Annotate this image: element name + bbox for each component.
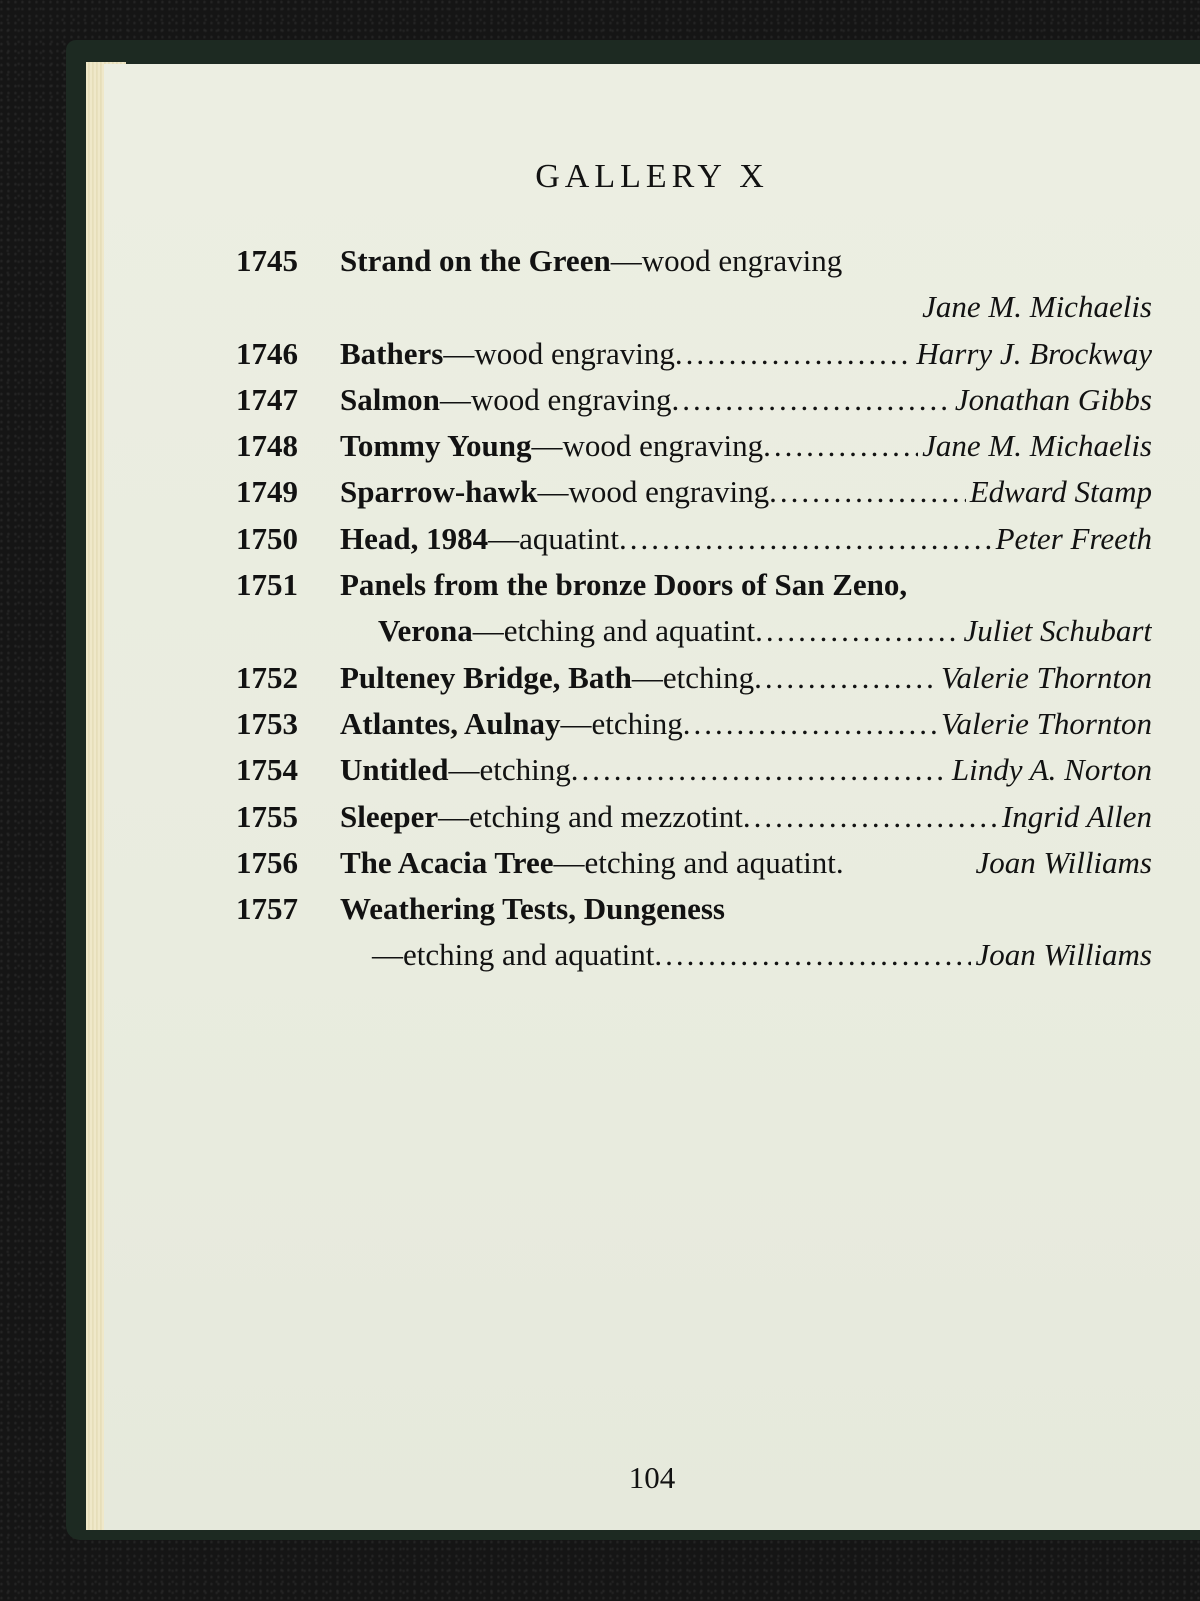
- entry-1748: [236, 423, 1152, 469]
- entry-artist: Valerie Thornton: [941, 659, 1152, 695]
- entry-1757: [236, 886, 1152, 932]
- entry-number: 1746: [236, 335, 298, 371]
- entry-artist: Ingrid Allen: [1001, 798, 1152, 834]
- leader-dots: [654, 932, 971, 978]
- entry-number: 1754: [236, 752, 298, 788]
- entry-1746: [236, 331, 1152, 377]
- entry-medium: —wood engraving: [537, 474, 770, 510]
- entry-title: Bathers: [340, 335, 444, 371]
- catalogue-entries: [236, 238, 1152, 979]
- entry-1754: [236, 747, 1152, 793]
- entry-1745: [236, 238, 1152, 284]
- entry-1755: [236, 794, 1152, 840]
- leader-dots: [672, 377, 951, 423]
- entry-1756: [236, 840, 1152, 886]
- leader-dots: [571, 747, 948, 793]
- entry-medium: —etching and mezzotint: [438, 798, 743, 834]
- entry-artist: Peter Freeth: [995, 520, 1152, 556]
- entry-number: 1749: [236, 474, 298, 510]
- entry-title: Untitled: [340, 752, 449, 788]
- entry-number: 1750: [236, 520, 298, 556]
- entry-number: 1747: [236, 381, 298, 417]
- leader-dots: [755, 608, 959, 654]
- entry-artist: Jonathan Gibbs: [954, 381, 1152, 417]
- entry-title: The Acacia Tree: [340, 844, 554, 880]
- entry-artist: Jane M. Michaelis: [922, 428, 1152, 464]
- entry-medium: —etching: [448, 752, 571, 788]
- entry-medium: —etching: [560, 705, 683, 741]
- leader-dots: [754, 655, 937, 701]
- leader-dots: [675, 331, 912, 377]
- leader-dots: [743, 794, 998, 840]
- entry-medium: —etching and aquatint.: [553, 844, 844, 880]
- entry-medium: —wood engraving: [610, 243, 843, 278]
- entry-title: Strand on the Green: [340, 243, 611, 278]
- entry-number: 1757: [236, 891, 298, 927]
- entry-title: Sparrow-hawk: [340, 474, 538, 510]
- entry-title: Panels from the bronze Doors of San Zeno,: [340, 567, 908, 603]
- entry-title: Weathering Tests, Dungeness: [340, 891, 725, 927]
- entry-artist: Juliet Schubart: [963, 613, 1152, 649]
- entry-1752: [236, 655, 1152, 701]
- entry-artist: Edward Stamp: [969, 474, 1152, 510]
- entry-title: Salmon: [340, 381, 440, 417]
- entry-1747: [236, 377, 1152, 423]
- leader-dots: [619, 516, 992, 562]
- entry-number: 1748: [236, 428, 298, 464]
- entry-1757-continuation: [236, 932, 1152, 978]
- entry-title: Pulteney Bridge, Bath: [340, 659, 632, 695]
- entry-title: Head, 1984: [340, 520, 489, 556]
- leader-dots: [683, 701, 937, 747]
- entry-1749: [236, 469, 1152, 515]
- entry-medium: —etching and aquatint: [472, 613, 756, 649]
- leader-dots: [769, 469, 966, 515]
- entry-1745-artist-line: [236, 284, 1152, 330]
- entry-title: Tommy Young: [340, 428, 532, 464]
- entry-number: 1752: [236, 659, 298, 695]
- entry-medium: —etching: [631, 659, 755, 695]
- entry-number: 1755: [236, 798, 298, 834]
- entry-1751-continuation: [236, 608, 1152, 654]
- entry-artist: Harry J. Brockway: [916, 335, 1152, 371]
- entry-title: Atlantes, Aulnay: [340, 705, 561, 741]
- entry-title: Sleeper: [340, 798, 439, 834]
- entry-medium: —wood engraving: [439, 381, 672, 417]
- entry-artist: Joan Williams: [975, 937, 1152, 973]
- entry-number: 1751: [236, 567, 298, 603]
- page-number: 104: [628, 1460, 676, 1495]
- entry-medium: —etching and aquatint: [372, 937, 655, 973]
- entry-number: 1745: [236, 243, 298, 278]
- entry-1750: [236, 516, 1152, 562]
- entry-artist: Lindy A. Norton: [951, 752, 1152, 788]
- entry-artist: Jane M. Michaelis: [922, 289, 1152, 325]
- leader-dots: [763, 423, 918, 469]
- entry-medium: —wood engraving: [443, 335, 675, 371]
- entry-artist: Valerie Thornton: [941, 705, 1152, 741]
- entry-number: 1753: [236, 705, 298, 741]
- entry-artist: Joan Williams: [975, 844, 1152, 880]
- entry-title-continuation: Verona: [378, 613, 473, 649]
- page-header: GALLERY X: [535, 158, 769, 195]
- entry-medium: —aquatint: [488, 520, 619, 556]
- entry-1753: [236, 701, 1152, 747]
- entry-number: 1756: [236, 844, 298, 880]
- entry-medium: —wood engraving: [531, 428, 764, 464]
- entry-1751: [236, 562, 1152, 608]
